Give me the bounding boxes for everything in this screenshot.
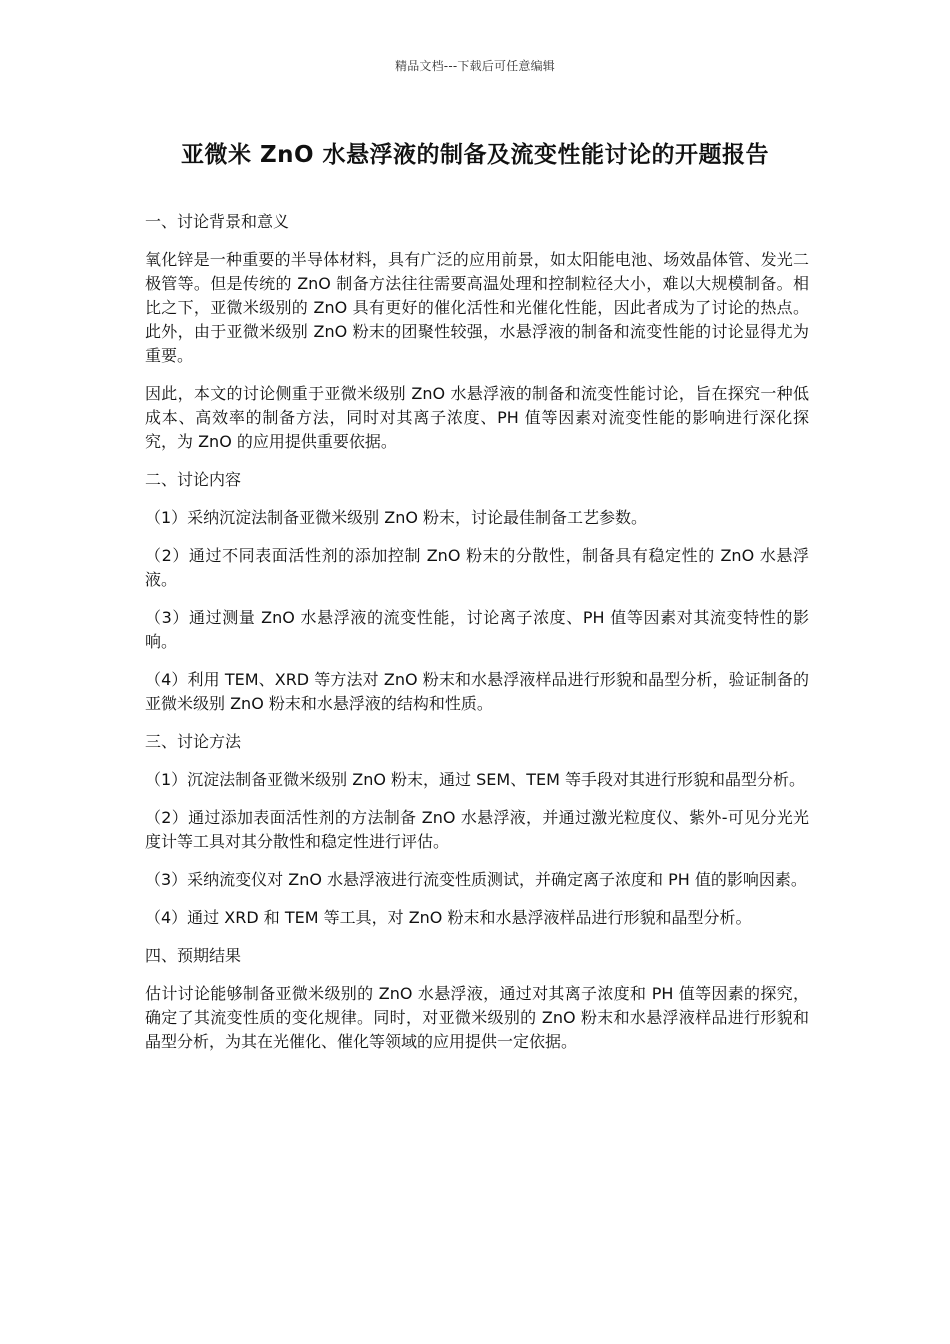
section-background bbox=[145, 210, 809, 454]
list-item: （1）采纳沉淀法制备亚微米级别 ZnO 粉末，讨论最佳制备工艺参数。 bbox=[145, 508, 648, 527]
list-item: （4）利用 TEM、XRD 等方法对 ZnO 粉末和水悬浮液样品进行形貌和晶型分析，验证制备的亚微米级别 ZnO 粉末和水悬浮液的结构和性质。 bbox=[145, 670, 809, 713]
document-title: 亚微米 ZnO 水悬浮液的制备及流变性能讨论的开题报告 bbox=[180, 142, 770, 168]
list-item: （4）通过 XRD 和 TEM 等工具，对 ZnO 粉末和水悬浮液样品进行形貌和晶型分析。 bbox=[145, 908, 752, 927]
list-item: （2）通过添加表面活性剂的方法制备 ZnO 水悬浮液，并通过激光粒度仪、紫外-可见分光光度计等工具对其分散性和稳定性进行评估。 bbox=[145, 808, 809, 851]
section-heading: 二、讨论内容 bbox=[145, 470, 242, 489]
list-item: （2）通过不同表面活性剂的添加控制 ZnO 粉末的分散性，制备具有稳定性的 ZnO 水悬浮液。 bbox=[145, 546, 809, 589]
section-content bbox=[145, 468, 809, 716]
header-note: 精品文档---下载后可任意编辑 bbox=[395, 59, 555, 73]
list-item: （3）通过测量 ZnO 水悬浮液的流变性能，讨论离子浓度、PH 值等因素对其流变特性的影响。 bbox=[145, 608, 809, 651]
section-expected-results bbox=[145, 944, 809, 1054]
section-heading: 三、讨论方法 bbox=[145, 732, 242, 751]
document-body bbox=[145, 210, 809, 1068]
section-heading: 一、讨论背景和意义 bbox=[145, 212, 290, 231]
list-item: （1）沉淀法制备亚微米级别 ZnO 粉末，通过 SEM、TEM 等手段对其进行形貌和晶型分析。 bbox=[145, 770, 805, 789]
section-heading: 四、预期结果 bbox=[145, 946, 242, 965]
paragraph: 氧化锌是一种重要的半导体材料，具有广泛的应用前景，如太阳能电池、场效晶体管、发光二极管等。但是传统的 ZnO 制备方法往往需要高温处理和控制粒径大小，难以大规模制备。相比之下，亚微米级别的 ZnO 具有更好的催化活性和光催化性能，因此者成为了讨论的热点。此外，由于亚微米级别 ZnO 粉末的团聚性较强，水悬浮液的制备和流变性能的讨论显得尤为重要。 bbox=[145, 250, 809, 365]
paragraph: 估计讨论能够制备亚微米级别的 ZnO 水悬浮液，通过对其离子浓度和 PH 值等因素的探究，确定了其流变性质的变化规律。同时，对亚微米级别的 ZnO 粉末和水悬浮液样品进行形貌和晶型分析，为其在光催化、催化等领域的应用提供一定依据。 bbox=[145, 984, 809, 1051]
list-item: （3）采纳流变仪对 ZnO 水悬浮液进行流变性质测试，并确定离子浓度和 PH 值的影响因素。 bbox=[145, 870, 807, 889]
paragraph: 因此，本文的讨论侧重于亚微米级别 ZnO 水悬浮液的制备和流变性能讨论，旨在探究一种低成本、高效率的制备方法，同时对其离子浓度、PH 值等因素对流变性能的影响进行深化探究，为 ZnO 的应用提供重要依据。 bbox=[145, 384, 809, 451]
section-methods bbox=[145, 730, 809, 930]
